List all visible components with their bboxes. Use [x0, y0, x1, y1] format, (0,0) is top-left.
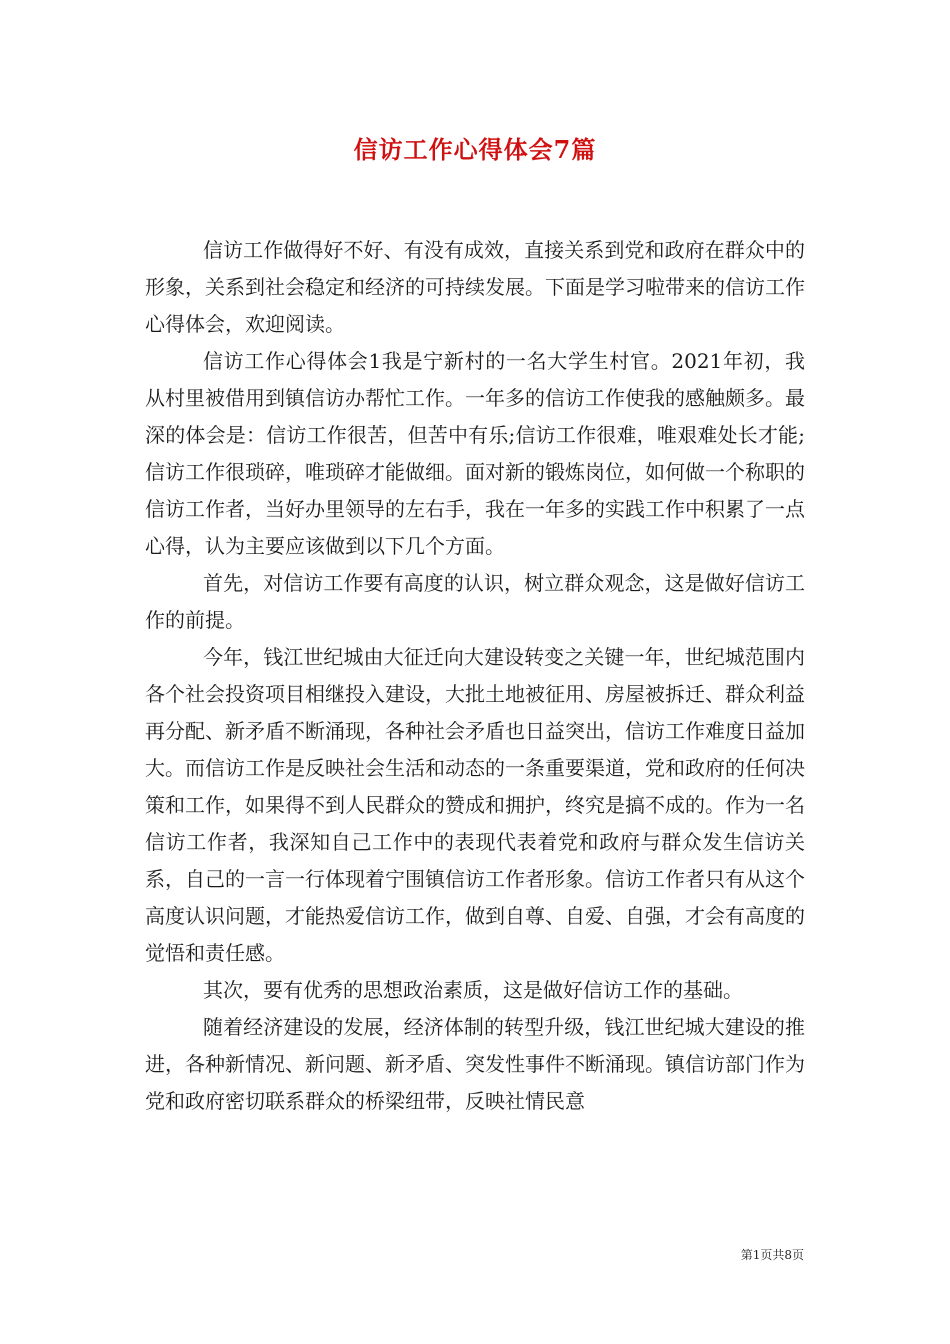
paragraph: 其次，要有优秀的思想政治素质，这是做好信访工作的基础。 [203, 978, 743, 1002]
document-body [145, 232, 805, 1120]
paragraph: 信访工作做得好不好、有没有成效，直接关系到党和政府在群众中的形象，关系到社会稳定和经济的可持续发展。下面是学习啦带来的信访工作心得体会，欢迎阅读。 [145, 238, 805, 336]
paragraph: 今年，钱江世纪城由大征迁向大建设转变之关键一年，世纪城范围内各个社会投资项目相继投入建设，大批土地被征用、房屋被拆迁、群众利益再分配、新矛盾不断涌现，各种社会矛盾也日益突出，信访工作难度日益加大。而信访工作是反映社会生活和动态的一条重要渠道，党和政府的任何决策和工作，如果得不到人民群众的赞成和拥护，终究是搞不成的。作为一名信访工作者，我深知自己工作中的表现代表着党和政府与群众发生信访关系，自己的一言一行体现着宁围镇信访工作者形象。信访工作者只有从这个高度认识问题，才能热爱信访工作，做到自尊、自爱、自强，才会有高度的觉悟和责任感。 [145, 645, 805, 965]
page-number: 第1页共8页 [740, 1248, 804, 1262]
paragraph: 信访工作心得体会1我是宁新村的一名大学生村官。2021年初，我从村里被借用到镇信访办帮忙工作。一年多的信访工作使我的感触颇多。最深的体会是：信访工作很苦，但苦中有乐;信访工作很难，唯艰难处长才能;信访工作很琐碎，唯琐碎才能做细。面对新的锻炼岗位，如何做一个称职的信访工作者，当好办里领导的左右手，我在一年多的实践工作中积累了一点心得，认为主要应该做到以下几个方面。 [145, 349, 805, 558]
document-title: 信访工作心得体会7篇 [353, 135, 597, 164]
paragraph: 随着经济建设的发展，经济体制的转型升级，钱江世纪城大建设的推进，各种新情况、新问题、新矛盾、突发性事件不断涌现。镇信访部门作为党和政府密切联系群众的桥梁纽带，反映社情民意 [145, 1015, 805, 1113]
paragraph: 首先，对信访工作要有高度的认识，树立群众观念，这是做好信访工作的前提。 [145, 571, 805, 632]
